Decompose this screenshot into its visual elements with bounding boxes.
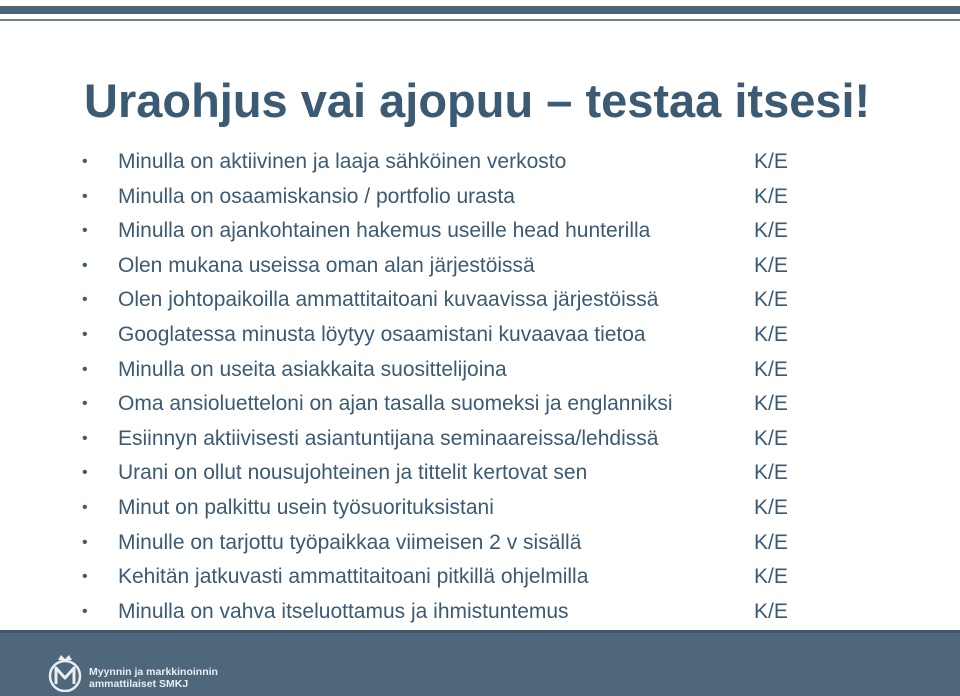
item-answer: K/E [754, 322, 788, 346]
item-text: Minulla on useita asiakkaita suosittelijoina [118, 357, 507, 381]
checklist-item [82, 249, 842, 284]
item-answer: K/E [754, 150, 788, 173]
item-text: Minulle on tarjottu työpaikkaa viimeisen 2 v sisällä [118, 530, 582, 554]
item-answer: K/E [754, 392, 788, 416]
bullet-icon: • [82, 256, 88, 274]
bullet-icon: • [82, 464, 88, 482]
smkj-logo-icon [48, 652, 82, 692]
item-text: Googlatessa minusta löytyy osaamistani kuvaavaa tietoa [118, 322, 646, 346]
item-text: Kehitän jatkuvasti ammattitaitoani pitkillä ohjelmilla [118, 565, 589, 589]
checklist-item [82, 145, 842, 180]
checklist-item [82, 318, 842, 353]
footer-divider [0, 630, 960, 633]
item-answer: K/E [754, 426, 788, 450]
organization-name [89, 666, 218, 690]
bullet-icon: • [82, 602, 88, 620]
item-answer: K/E [754, 565, 788, 589]
checklist-item [82, 180, 842, 215]
item-text: Esiinnyn aktiivisesti asiantuntijana seminaareissa/lehdissä [118, 426, 659, 450]
item-text: Olen mukana useissa oman alan järjestöissä [118, 253, 535, 277]
bullet-icon: • [82, 429, 88, 447]
top-accent-bar [0, 6, 960, 14]
item-answer: K/E [754, 357, 788, 381]
checklist-item [82, 387, 842, 422]
item-answer: K/E [754, 253, 788, 277]
item-text: Olen johtopaikoilla ammattitaitoani kuvaavissa järjestöissä [118, 288, 659, 312]
item-text: Oma ansioluetteloni on ajan tasalla suomeksi ja englanniksi [118, 392, 673, 416]
item-answer: K/E [754, 288, 788, 312]
checklist [82, 145, 842, 629]
bullet-icon: • [82, 360, 88, 378]
item-answer: K/E [754, 461, 788, 485]
item-answer: K/E [754, 495, 788, 519]
bullet-icon: • [82, 395, 88, 413]
item-text: Minulla on ajankohtainen hakemus useille head hunterilla [118, 219, 651, 243]
bullet-icon: • [82, 498, 88, 516]
checklist-item [82, 595, 842, 630]
bullet-icon: • [82, 533, 88, 551]
checklist-item [82, 456, 842, 491]
item-answer: K/E [754, 184, 788, 208]
item-text: Minulla on vahva itseluottamus ja ihmistuntemus [118, 599, 569, 623]
org-name-line-1: Myynnin ja markkinoinnin [89, 666, 218, 678]
checklist-item [82, 560, 842, 595]
checklist-item [82, 214, 842, 249]
footer-bar [0, 630, 960, 696]
item-text: Urani on ollut nousujohteinen ja tittelit kertovat sen [118, 461, 588, 485]
item-text: Minulla on aktiivinen ja laaja sähköinen verkosto [118, 150, 567, 173]
top-accent-line [0, 19, 960, 21]
checklist-item [82, 491, 842, 526]
bullet-icon: • [82, 187, 88, 205]
bullet-icon: • [82, 568, 88, 586]
item-answer: K/E [754, 530, 788, 554]
item-text: Minulla on osaamiskansio / portfolio urasta [118, 184, 515, 208]
bullet-icon: • [82, 291, 88, 309]
checklist-item [82, 353, 842, 388]
bullet-icon: • [82, 153, 88, 170]
checklist-item [82, 283, 842, 318]
slide-title: Uraohjus vai ajopuu – testaa itsesi! [84, 74, 871, 127]
bullet-icon: • [82, 222, 88, 240]
checklist-item [82, 526, 842, 561]
bullet-icon: • [82, 325, 88, 343]
org-name-line-2: ammattilaiset SMKJ [89, 678, 189, 690]
item-text: Minut on palkittu usein työsuorituksistani [118, 495, 494, 519]
item-answer: K/E [754, 219, 788, 243]
checklist-item [82, 422, 842, 457]
item-answer: K/E [754, 599, 788, 623]
